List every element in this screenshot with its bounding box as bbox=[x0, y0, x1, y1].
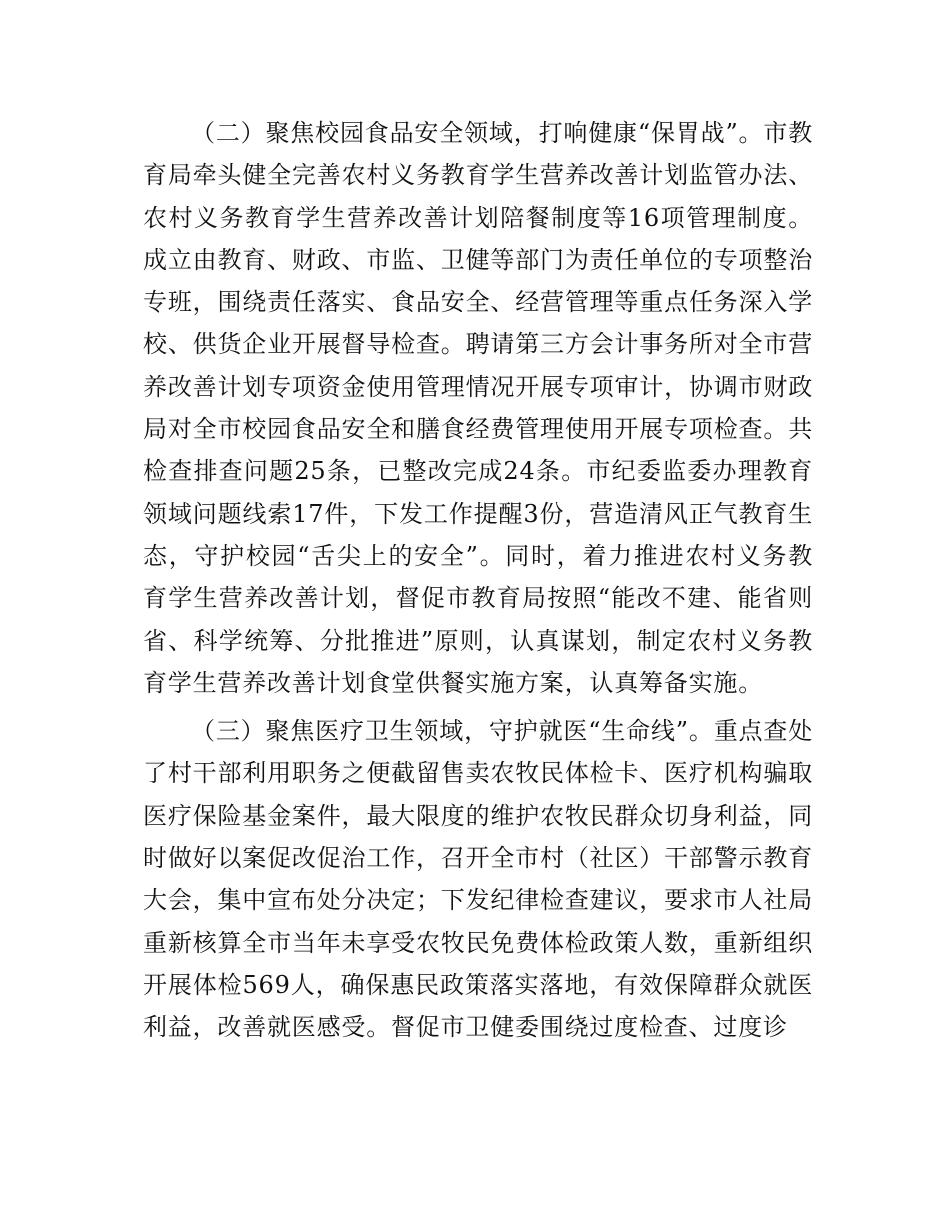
paragraph-medical-health: （三）聚焦医疗卫生领域，守护就医“生命线”。重点查处了村干部利用职务之便截留售卖农牧民体检卡、医疗机构骗取医疗保险基金案件，最大限度的维护农牧民群众切身利益，同时做好以案促改促治工作，召开全市村（社区）干部警示教育大会，集中宣布处分决定；下发纪律检查建议，要求市人社局重新核算全市当年未享受农牧民免费体检政策人数，重新组织开展体检569人，确保惠民政策落实落地，有效保障群众就医利益，改善就医感受。督促市卫健委围绕过度检查、过度诊 bbox=[143, 717, 813, 1042]
paragraph-school-food-safety: （二）聚焦校园食品安全领域，打响健康“保胃战”。市教育局牵头健全完善农村义务教育学生营养改善计划监管办法、农村义务教育学生营养改善计划陪餐制度等16项管理制度。成立由教育、财政、市监、卫健等部门为责任单位的专项整治专班，围绕责任落实、食品安全、经营管理等重点任务深入学校、供货企业开展督导检查。聘请第三方会计事务所对全市营养改善计划专项资金使用管理情况开展专项审计，协调市财政局对全市校园食品安全和膳食经费管理使用开展专项检查。共检查排查问题25条，已整改完成24条。市纪委监委办理教育领域问题线索17件，下发工作提醒3份，营造清风正气教育生态，守护校园“舌尖上的安全”。同时，着力推进农村义务教育学生营养改善计划，督促市教育局按照“能改不建、能省则省、科学统筹、分批推进”原则，认真谋划，制定农村义务教育学生营养改善计划食堂供餐实施方案，认真筹备实施。 bbox=[143, 119, 813, 697]
document-body bbox=[143, 112, 813, 1049]
